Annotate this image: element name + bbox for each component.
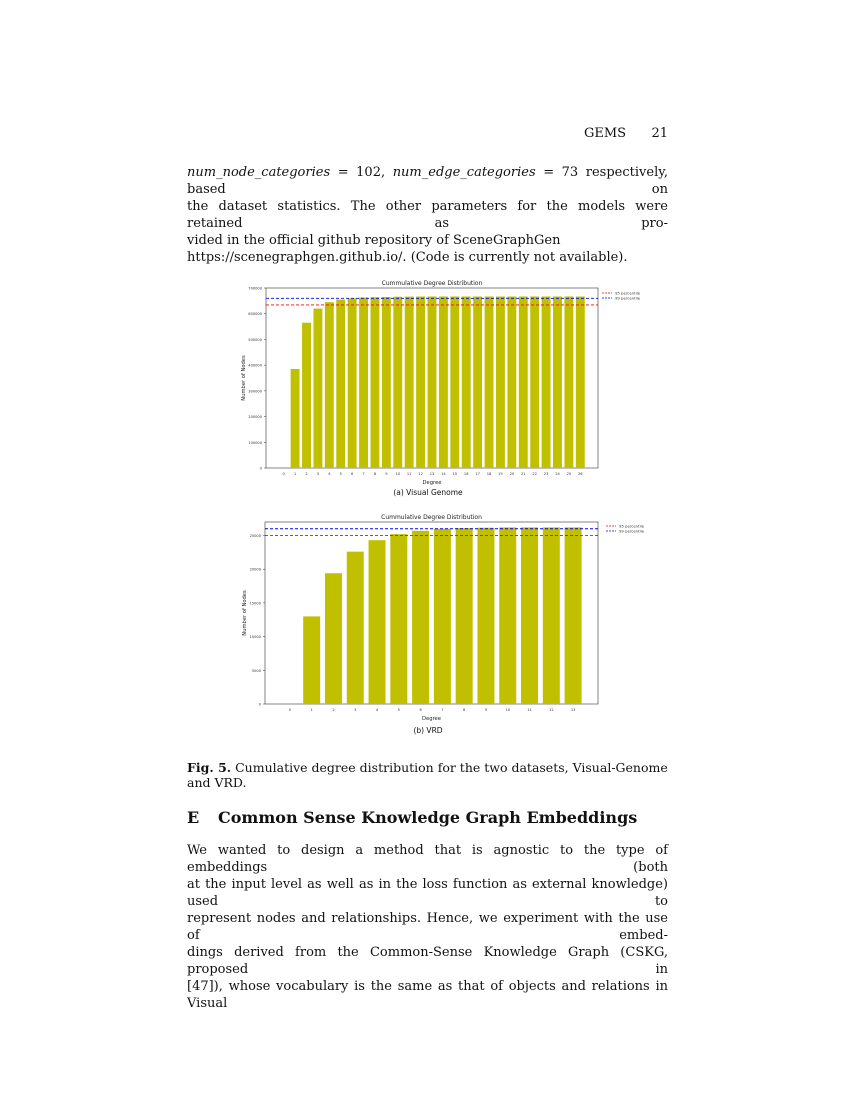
figure-caption: [187, 760, 668, 790]
x-tick-label: 11: [406, 472, 412, 476]
bar: [336, 300, 345, 468]
x-tick-label: 12: [418, 472, 423, 476]
x-tick-label: 1: [310, 708, 313, 712]
x-tick-label: 14: [441, 472, 446, 476]
bar: [521, 527, 538, 704]
chart-vrd: [230, 510, 670, 722]
x-tick-label: 19: [498, 472, 503, 476]
x-tick-label: 16: [463, 472, 469, 476]
y-tick-label: 700000: [248, 286, 262, 291]
section-title: Common Sense Knowledge Graph Embeddings: [218, 808, 638, 827]
x-tick-label: 12: [549, 708, 554, 712]
bar: [543, 527, 560, 704]
y-tick-label: 200000: [248, 415, 262, 420]
subcaption-a: (a) Visual Genome: [393, 488, 463, 497]
x-tick-label: 6: [350, 472, 354, 476]
x-tick-label: 7: [441, 708, 444, 712]
intro-paragraph: [187, 164, 668, 266]
bar: [359, 298, 368, 468]
y-tick-label: 0: [259, 466, 262, 471]
chart-visual-genome: [230, 276, 670, 486]
section-heading: [187, 808, 637, 827]
x-tick-label: 2: [305, 472, 308, 476]
body-line-5: [47]), whose vocabulary is the same as that of objects and relations in Visual: [187, 979, 668, 1011]
y-tick-label: 600000: [248, 312, 262, 317]
x-tick-label: 3: [354, 708, 357, 712]
intro-text: = 73 respectively, based on: [187, 165, 668, 197]
intro-line-3: vided in the official github repository of SceneGraphGen: [187, 233, 561, 248]
x-tick-label: 24: [555, 472, 560, 476]
bar: [450, 296, 459, 468]
x-tick-label: 0: [288, 708, 292, 712]
intro-line-1: [187, 164, 668, 198]
x-tick-label: 17: [475, 472, 480, 476]
bar: [530, 296, 539, 468]
intro-text: = 102,: [330, 165, 393, 180]
bar: [412, 531, 429, 704]
x-tick-label: 22: [532, 472, 537, 476]
x-tick-label: 8: [463, 708, 466, 712]
y-tick-label: 25000: [249, 533, 261, 538]
x-tick-label: 10: [505, 708, 511, 712]
bar: [553, 296, 562, 468]
bar: [565, 527, 582, 704]
y-axis-label: Number of Nodes: [241, 355, 247, 401]
bar: [325, 302, 334, 468]
x-tick-label: 4: [328, 472, 331, 476]
x-axis-label: Degree: [422, 480, 442, 486]
y-tick-label: 100000: [248, 440, 262, 445]
bar: [496, 296, 505, 468]
bar: [390, 534, 407, 704]
bar: [371, 297, 380, 468]
y-tick-label: 0: [258, 702, 261, 707]
bar: [428, 296, 437, 468]
x-tick-label: 9: [484, 708, 488, 712]
legend-label: 99 percentile: [615, 295, 641, 301]
bar: [291, 369, 300, 468]
chart-title: Cummulative Degree Distribution: [381, 514, 482, 521]
body-line-3: represent nodes and relationships. Hence, we experiment with the use of embed-: [187, 911, 668, 943]
x-tick-label: 13: [429, 472, 435, 476]
x-tick-label: 21: [520, 472, 526, 476]
figure-label: Fig. 5.: [187, 760, 232, 775]
bar: [519, 296, 528, 468]
bar: [347, 552, 364, 704]
x-tick-label: 10: [395, 472, 401, 476]
bar: [405, 297, 414, 468]
bar: [303, 616, 320, 704]
bar: [393, 297, 402, 468]
bar: [302, 323, 311, 468]
x-tick-label: 25: [566, 472, 572, 476]
bar: [313, 309, 322, 468]
body-paragraph: [187, 842, 668, 1012]
x-tick-label: 3: [316, 472, 320, 476]
bar: [576, 296, 585, 468]
bar: [325, 573, 342, 704]
bar: [439, 296, 448, 468]
x-tick-label: 5: [397, 708, 400, 712]
x-tick-label: 23: [543, 472, 549, 476]
x-tick-label: 2: [332, 708, 335, 712]
x-tick-label: 0: [282, 472, 285, 476]
chart-title: Cummulative Degree Distribution: [381, 280, 483, 287]
x-tick-label: 11: [527, 708, 532, 712]
param-edge-categories: num_edge_categories: [392, 165, 536, 180]
y-tick-label: 400000: [248, 363, 262, 368]
x-axis-label: Degree: [422, 716, 441, 722]
intro-line-4: https://scenegraphgen.github.io/. (Code is currently not available).: [187, 250, 628, 265]
x-tick-label: 8: [373, 472, 377, 476]
bar: [485, 296, 494, 468]
x-tick-label: 4: [375, 708, 379, 712]
x-tick-label: 6: [419, 708, 422, 712]
x-tick-label: 18: [486, 472, 492, 476]
x-tick-label: 5: [339, 472, 342, 476]
legend-label: 99 percentile: [619, 528, 645, 534]
param-node-categories: num_node_categories: [187, 165, 331, 180]
bar: [462, 296, 471, 468]
legend-label: 95 percentile: [619, 523, 645, 529]
body-line-2: at the input level as well as in the loss function as external knowledge) used to: [187, 877, 668, 909]
bar: [348, 298, 357, 468]
figure-caption-text: Cumulative degree distribution for the two datasets, Visual-Genome and VRD.: [187, 760, 668, 790]
page-number: 21: [651, 126, 668, 141]
bar: [542, 296, 551, 468]
y-tick-label: 300000: [248, 389, 262, 394]
body-line-4: dings derived from the Common-Sense Knowledge Graph (CSKG, proposed in: [187, 945, 668, 977]
x-tick-label: 20: [509, 472, 515, 476]
x-tick-label: 1: [293, 472, 297, 476]
x-tick-label: 15: [452, 472, 458, 476]
bar: [434, 529, 451, 704]
y-axis-label: Number of Nodes: [242, 590, 248, 636]
y-tick-label: 10000: [249, 635, 261, 640]
bar: [507, 296, 516, 468]
intro-line-2: the dataset statistics. The other parameters for the models were retained as pro-: [187, 199, 668, 231]
running-title: GEMS: [584, 126, 627, 141]
bar: [499, 527, 516, 704]
x-tick-label: 26: [578, 472, 583, 476]
y-tick-label: 5000: [251, 668, 261, 673]
section-number: E: [187, 808, 200, 827]
legend-label: 95 percentile: [615, 290, 641, 296]
x-tick-label: 9: [385, 472, 388, 476]
y-tick-label: 15000: [249, 601, 261, 606]
subcaption-b: (b) VRD: [413, 726, 443, 735]
x-tick-label: 13: [570, 708, 576, 712]
bar: [456, 528, 473, 704]
y-tick-label: 500000: [248, 337, 262, 342]
y-tick-label: 20000: [249, 567, 261, 572]
bar: [369, 540, 386, 704]
bar: [382, 297, 391, 468]
bar: [473, 296, 482, 468]
bar: [564, 296, 573, 468]
bar: [477, 528, 494, 704]
x-tick-label: 7: [362, 472, 365, 476]
bar: [416, 296, 425, 468]
body-line-1: We wanted to design a method that is agnostic to the type of embeddings (both: [187, 843, 668, 875]
